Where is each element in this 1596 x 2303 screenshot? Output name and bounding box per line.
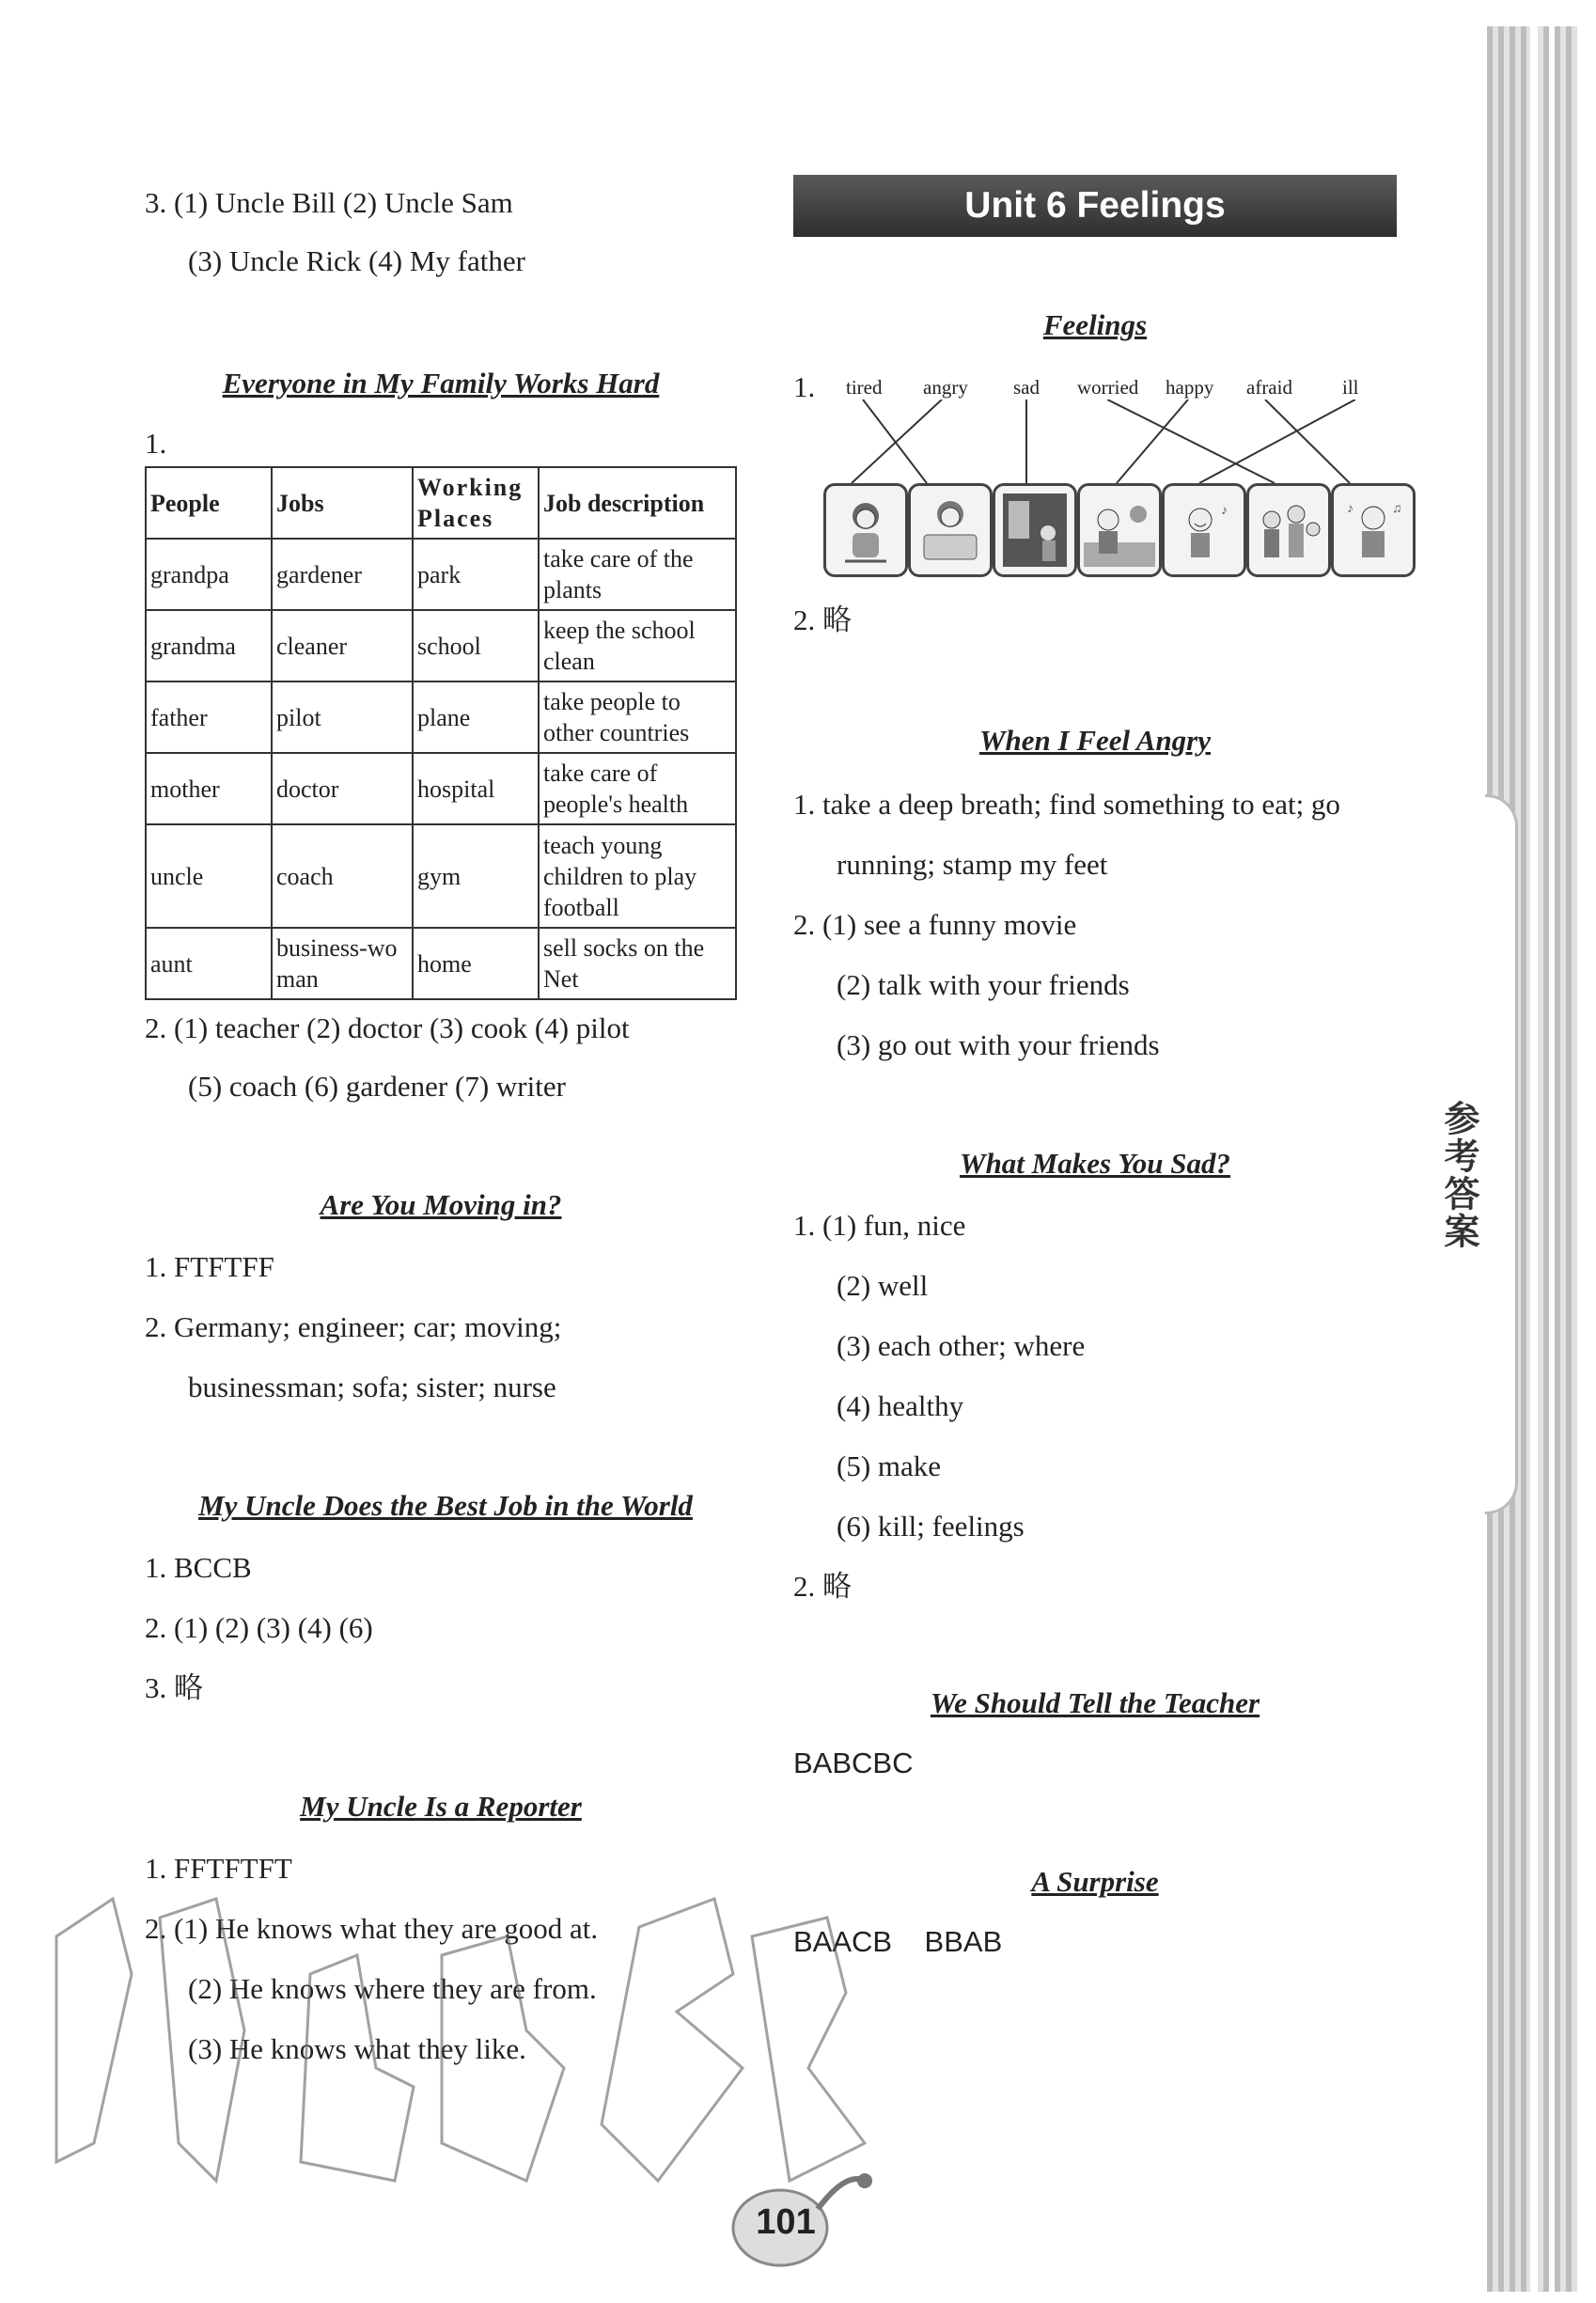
feeling-word: happy [1166, 376, 1214, 399]
section-title: Feelings [1042, 308, 1148, 341]
answer-line: (2) He knows where they are from. [188, 1972, 597, 2005]
side-label: 参考答案 [1438, 1100, 1479, 1250]
picture-dancing-child-icon [1331, 483, 1416, 577]
section-title: My Uncle Does the Best Job in the World [198, 1489, 693, 1522]
table-cell: gym [413, 824, 539, 928]
table-row [146, 610, 736, 682]
picture-happy-child-icon [1162, 483, 1246, 577]
answer-line: (5) coach (6) gardener (7) writer [188, 1070, 566, 1103]
answer-line: running; stamp my feet [837, 848, 1108, 881]
svg-text:♪: ♪ [1347, 502, 1353, 516]
answer-line: 2. (1) see a funny movie [793, 908, 1077, 941]
table-cell: uncle [146, 824, 272, 928]
answer-line: 1. (1) fun, nice [793, 1209, 966, 1242]
picture-worried-child-icon [1077, 483, 1162, 577]
table-cell: grandma [146, 610, 272, 682]
question-number: 1. [793, 370, 816, 403]
answer-line: 2. 略 [793, 1570, 852, 1603]
table-cell: home [413, 928, 539, 999]
table-cell: cleaner [272, 610, 413, 682]
svg-text:♫: ♫ [1392, 502, 1402, 516]
feeling-word: ill [1342, 376, 1359, 399]
table-cell: gardener [272, 539, 413, 610]
answer-line: (3) He knows what they like. [188, 2032, 526, 2065]
jobs-table [145, 466, 737, 1000]
table-cell: grandpa [146, 539, 272, 610]
answer-line: businessman; sofa; sister; nurse [188, 1371, 556, 1403]
answer-line: 2. Germany; engineer; car; moving; [145, 1310, 562, 1343]
table-header: Working Places [413, 467, 539, 539]
section-title: What Makes You Sad? [960, 1147, 1230, 1180]
answer-line: (3) each other; where [837, 1329, 1086, 1362]
table-cell: take people to other countries [539, 682, 736, 753]
picture-dark-room-icon [993, 483, 1077, 577]
answer-line: (2) well [837, 1269, 929, 1302]
page-number: 101 [756, 2201, 816, 2242]
answer-line: (3) go out with your friends [837, 1028, 1160, 1061]
answer-line: 1. BCCB [145, 1551, 252, 1584]
table-row [146, 824, 736, 928]
answer-line: (2) talk with your friends [837, 968, 1130, 1001]
answer-line: (6) kill; feelings [837, 1510, 1025, 1543]
table-cell: mother [146, 753, 272, 824]
feeling-word: afraid [1246, 376, 1292, 399]
side-tab [1485, 794, 1518, 1514]
answer-line: 2. (1) He knows what they are good at. [145, 1912, 599, 1945]
svg-text:♪: ♪ [1221, 504, 1228, 518]
table-cell: teach young children to play football [539, 824, 736, 928]
feeling-word: sad [1013, 376, 1040, 399]
table-row [146, 682, 736, 753]
answer-line: BAACB BBAB [793, 1925, 1003, 1958]
table-header: Job description [539, 467, 736, 539]
answer-line: BABCBC [793, 1747, 914, 1779]
table-cell: doctor [272, 753, 413, 824]
answer-line: 3. 略 [145, 1671, 203, 1704]
feeling-word: tired [846, 376, 883, 399]
section-title: Everyone in My Family Works Hard [222, 367, 660, 400]
answer-line: 2. (1) (2) (3) (4) (6) [145, 1611, 373, 1644]
table-cell: aunt [146, 928, 272, 999]
table-cell: pilot [272, 682, 413, 753]
feeling-word: angry [923, 376, 968, 399]
table-cell: business-woman [272, 928, 413, 999]
section-title: My Uncle Is a Reporter [300, 1790, 582, 1823]
matching-lines [823, 400, 1406, 489]
answer-line: (5) make [837, 1449, 942, 1482]
table-cell: park [413, 539, 539, 610]
table-cell: hospital [413, 753, 539, 824]
answer-line: 2. (1) teacher (2) doctor (3) cook (4) pilot [145, 1011, 630, 1044]
section-title: When I Feel Angry [978, 724, 1212, 757]
picture-girl-in-bed-icon [908, 483, 993, 577]
picture-family-group-icon [1246, 483, 1331, 577]
answer-line: 3. (1) Uncle Bill (2) Uncle Sam [145, 186, 513, 219]
table-header-row [146, 467, 736, 539]
answer-line: 1. FFTFTFT [145, 1852, 292, 1885]
section-title: A Surprise [1031, 1865, 1159, 1898]
table-cell: plane [413, 682, 539, 753]
answer-line: (3) Uncle Rick (4) My father [188, 244, 525, 277]
answer-line: (4) healthy [837, 1389, 964, 1422]
table-header: People [146, 467, 272, 539]
section-title: Are You Moving in? [320, 1188, 562, 1221]
table-cell: take care of people's health [539, 753, 736, 824]
table-cell: sell socks on the Net [539, 928, 736, 999]
table-row [146, 539, 736, 610]
question-number: 1. [145, 427, 167, 460]
table-cell: keep the school clean [539, 610, 736, 682]
section-title: We Should Tell the Teacher [930, 1686, 1260, 1719]
answer-line: 1. take a deep breath; find something to eat; go [793, 788, 1340, 821]
table-row [146, 753, 736, 824]
table-cell: father [146, 682, 272, 753]
answer-line: 2. 略 [793, 603, 852, 636]
table-cell: coach [272, 824, 413, 928]
table-cell: take care of the plants [539, 539, 736, 610]
picture-sitting-child-icon [823, 483, 908, 577]
table-row [146, 928, 736, 999]
table-cell: school [413, 610, 539, 682]
table-header: Jobs [272, 467, 413, 539]
feeling-word: worried [1077, 376, 1139, 399]
answer-line: 1. FTFTFF [145, 1250, 274, 1283]
unit-title-banner: Unit 6 Feelings [793, 175, 1397, 237]
